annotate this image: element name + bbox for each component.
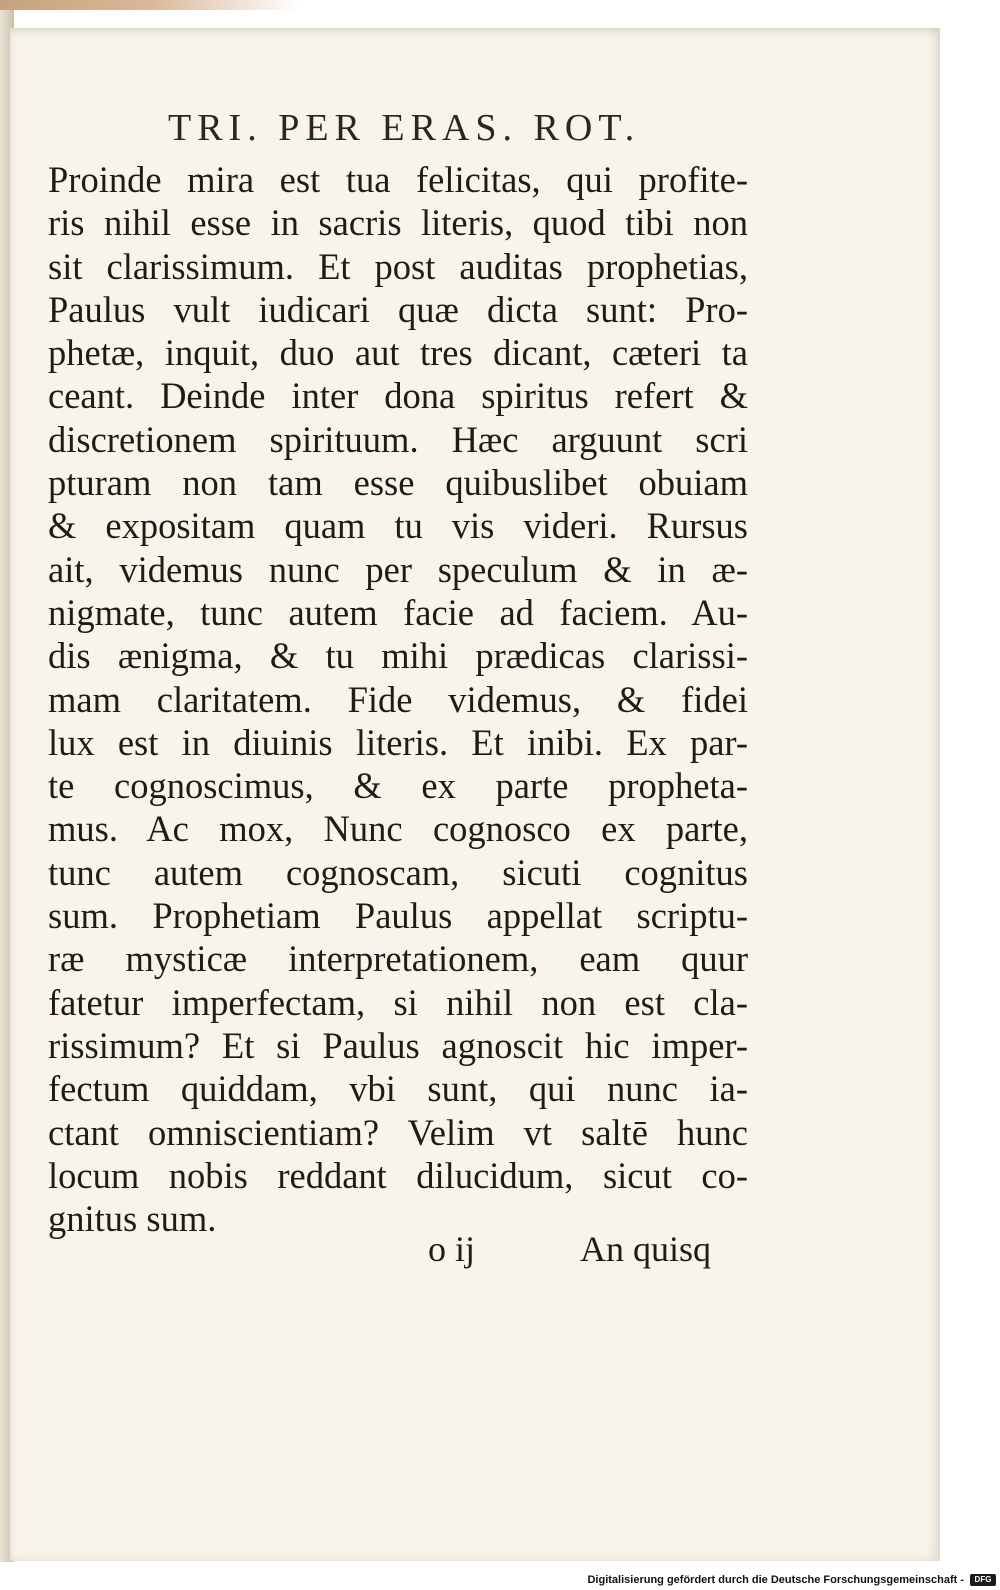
- scan-margin: [940, 0, 1000, 1562]
- text-line: sit clarissimum. Et post auditas prophetias,: [48, 245, 748, 287]
- text-line: phetæ, inquit, duo aut tres dicant, cæteri ta: [48, 332, 748, 374]
- binding-edge: [0, 0, 300, 10]
- text-line: tunc autem cognoscam, sicuti cognitus: [48, 851, 748, 893]
- text-line: discretionem spirituum. Hæc arguunt scri: [48, 418, 748, 460]
- text-line: mus. Ac mox, Nunc cognosco ex parte,: [48, 808, 748, 850]
- text-line: Proinde mira est tua felicitas, qui profite-: [48, 159, 748, 200]
- text-line: dis ænigma, & tu mihi prædicas clarissi-: [48, 635, 748, 677]
- page-foot: [422, 1228, 742, 1272]
- funding-credit: Digitalisierung gefördert durch die Deutsche Forschungsgemeinschaft -: [587, 1574, 964, 1586]
- text-line: lux est in diuinis literis. Et inibi. Ex par-: [48, 721, 748, 763]
- text-line: te cognoscimus, & ex parte propheta-: [48, 765, 748, 807]
- main-text: [48, 158, 748, 1240]
- signature-mark: o ij: [428, 1229, 476, 1269]
- text-line: ris nihil esse in sacris literis, quod tibi non: [48, 202, 748, 244]
- text-line: fectum quiddam, vbi sunt, qui nunc ia-: [48, 1068, 748, 1110]
- text-line: gnitus sum.: [48, 1198, 217, 1240]
- text-line: ceant. Deinde inter dona spiritus refert &: [48, 375, 748, 417]
- running-head: TRI. PER ERAS. ROT.: [168, 107, 641, 149]
- text-line: ait, videmus nunc per speculum & in æ-: [48, 548, 748, 590]
- book-page: [10, 28, 940, 1561]
- catchword: An quisq: [580, 1229, 712, 1269]
- text-line: rissimum? Et si Paulus agnoscit hic imper-: [48, 1024, 748, 1066]
- text-line: nigmate, tunc autem facie ad faciem. Au-: [48, 591, 748, 633]
- text-line: ctant omniscientiam? Velim vt saltē hunc: [48, 1111, 748, 1153]
- text-line: fatetur imperfectam, si nihil non est cla-: [48, 981, 748, 1023]
- text-line: Paulus vult iudicari quæ dicta sunt: Pro-: [48, 288, 748, 330]
- text-line: mam claritatem. Fide videmus, & fidei: [48, 678, 748, 720]
- text-line: ræ mysticæ interpretationem, eam quur: [48, 938, 748, 980]
- text-line: locum nobis reddant dilucidum, sicut co-: [48, 1154, 748, 1196]
- dfg-logo-icon: DFG: [970, 1574, 996, 1586]
- text-line: sum. Prophetiam Paulus appellat scriptu-: [48, 895, 748, 937]
- text-line: pturam non tam esse quibuslibet obuiam: [48, 462, 748, 504]
- text-line: & expositam quam tu vis videri. Rursus: [48, 505, 748, 547]
